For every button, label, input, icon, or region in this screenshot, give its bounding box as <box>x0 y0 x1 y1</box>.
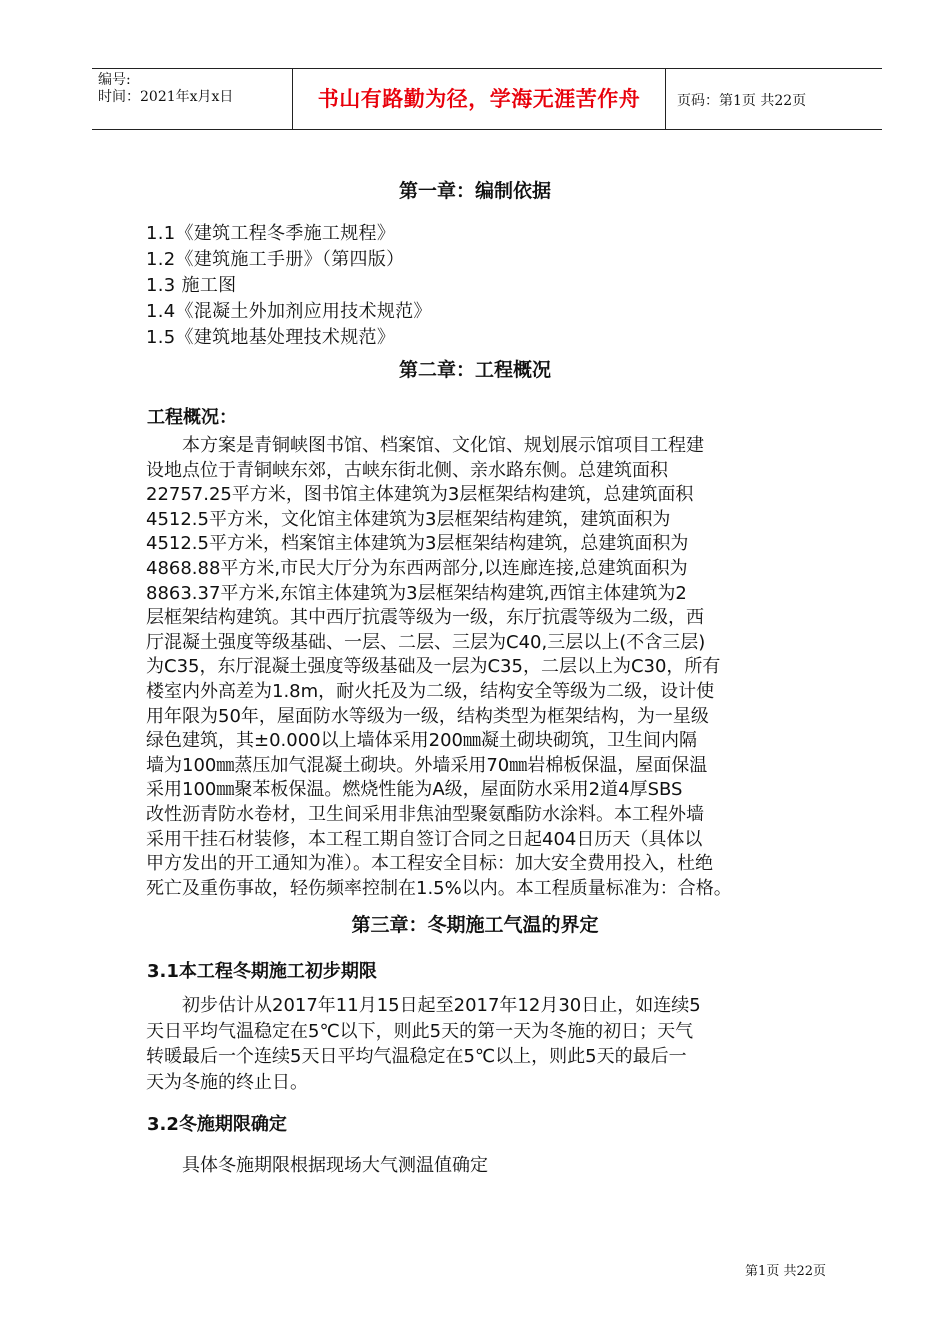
paragraph-line: 22757.25平方米，图书馆主体建筑为3层框架结构建筑，总建筑面积 <box>146 484 694 506</box>
section-3-1-title: 3.1本工程冬期施工初步期限 <box>147 961 377 982</box>
paragraph-line: 天为冬施的终止日。 <box>146 1071 308 1093</box>
paragraph-line: 改性沥青防水卷材，卫生间采用非焦油型聚氨酯防水涂料。本工程外墙 <box>146 803 704 825</box>
section-3-2-title: 3.2冬施期限确定 <box>147 1114 287 1135</box>
paragraph-line: 采用100㎜聚苯板保温。燃烧性能为A级，屋面防水采用2道4厚SBS <box>146 779 683 801</box>
paragraph-line: 设地点位于青铜峡东郊，古峡东街北侧、亲水路东侧。总建筑面积 <box>146 459 668 481</box>
paragraph-line: 本方案是青铜峡图书馆、档案馆、文化馆、规划展示馆项目工程建 <box>146 435 704 456</box>
paragraph-line: 死亡及重伤事故，轻伤频率控制在1.5%以内。本工程质量标准为：合格。 <box>146 877 732 899</box>
reference-item: 1.3 施工图 <box>146 275 237 296</box>
paragraph-line: 为C35，东厅混凝土强度等级基础及一层为C35，二层以上为C30，所有 <box>146 656 721 678</box>
paragraph-line: 厅混凝土强度等级基础、一层、二层、三层为C40,三层以上(不含三层) <box>146 631 706 653</box>
paragraph-line: 4512.5平方米，文化馆主体建筑为3层框架结构建筑，建筑面积为 <box>146 508 671 530</box>
paragraph-line: 转暖最后一个连续5天日平均气温稳定在5℃以上，则此5天的最后一 <box>146 1046 687 1068</box>
paragraph-line: 甲方发出的开工通知为准）。本工程安全目标：加大安全费用投入，杜绝 <box>146 853 713 875</box>
header-page-label: 页码：第1页 共22页 <box>677 93 807 109</box>
overview-paragraph <box>146 434 846 901</box>
reference-item: 1.1《建筑工程冬季施工规程》 <box>146 223 396 244</box>
header-meta-cell <box>92 69 292 129</box>
section-3-1-paragraph <box>146 993 846 1095</box>
chapter3-title: 第三章：冬期施工气温的界定 <box>351 914 599 936</box>
reference-item: 1.4《混凝土外加剂应用技术规范》 <box>146 301 432 322</box>
code-label: 编号: <box>98 72 131 88</box>
page-footer: 第1页 共22页 <box>745 1264 826 1279</box>
overview-subtitle: 工程概况： <box>147 407 237 428</box>
paragraph-line: 8863.37平方米,东馆主体建筑为3层框架结构建筑,西馆主体建筑为2 <box>146 582 687 604</box>
header-motto: 书山有路勤为径，学海无涯苦作舟 <box>317 86 641 111</box>
page-header <box>92 68 882 130</box>
chapter1-title: 第一章：编制依据 <box>398 180 551 202</box>
paragraph-line: 采用干挂石材装修，本工程工期自签订合同之日起404日历天（具体以 <box>146 828 703 850</box>
time-label: 时间：2021年x月x日 <box>98 89 234 105</box>
section-3-2-paragraph <box>146 1154 846 1179</box>
reference-item: 1.5《建筑地基处理技术规范》 <box>146 327 396 348</box>
paragraph-line: 初步估计从2017年11月15日起至2017年12月30日止，如连续5 <box>146 995 701 1016</box>
paragraph-line: 天日平均气温稳定在5℃以下，则此5天的第一天为冬施的初日；天气 <box>146 1020 694 1042</box>
paragraph-line: 4868.88平方米,市民大厅分为东西两部分,以连廊连接,总建筑面积为 <box>146 557 688 579</box>
header-motto-cell <box>292 69 666 129</box>
reference-item: 1.2《建筑施工手册》（第四版） <box>146 249 405 270</box>
chapter2-title: 第二章：工程概况 <box>398 359 551 381</box>
paragraph-line: 用年限为50年，屋面防水等级为一级，结构类型为框架结构，为一星级 <box>146 705 709 727</box>
header-page-cell <box>665 69 882 129</box>
paragraph-line: 墙为100㎜蒸压加气混凝土砌块。外墙采用70㎜岩棉板保温，屋面保温 <box>146 754 708 776</box>
paragraph-line: 具体冬施期限根据现场大气测温值确定 <box>146 1155 488 1176</box>
paragraph-line: 楼室内外高差为1.8m，耐火托及为二级，结构安全等级为二级，设计使 <box>146 680 715 702</box>
paragraph-line: 绿色建筑，其±0.000以上墙体采用200㎜凝土砌块砌筑，卫生间内隔 <box>146 730 697 752</box>
paragraph-line: 4512.5平方米，档案馆主体建筑为3层框架结构建筑，总建筑面积为 <box>146 533 689 555</box>
paragraph-line: 层框架结构建筑。其中西厅抗震等级为一级，东厅抗震等级为二级，西 <box>146 607 704 629</box>
